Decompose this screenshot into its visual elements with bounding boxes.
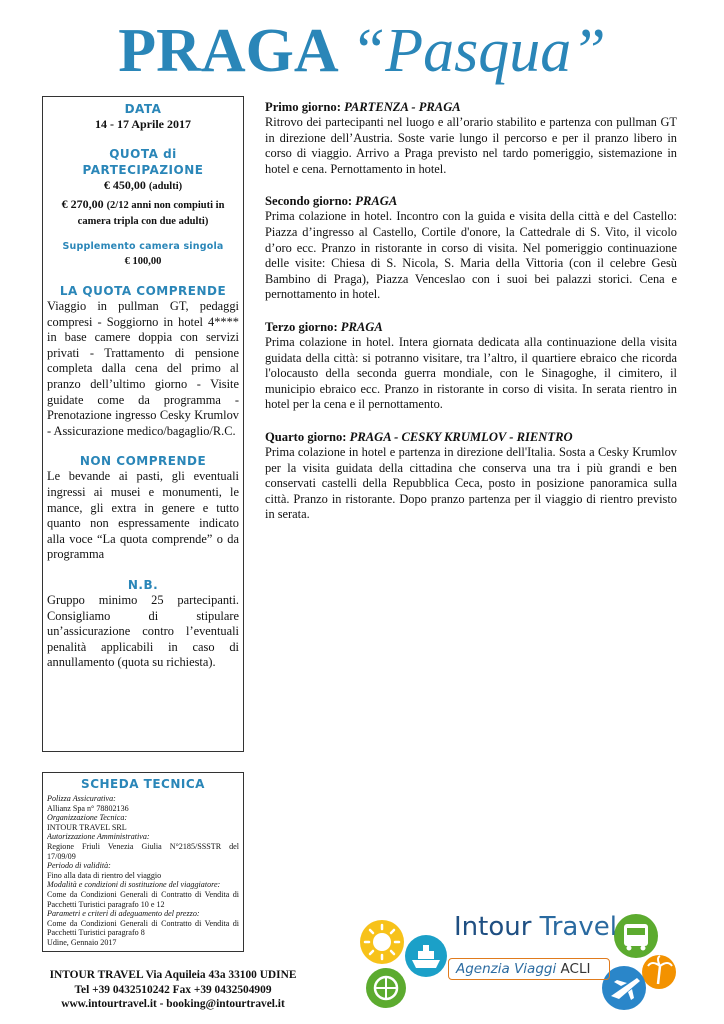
price-child-line [47,197,239,229]
day-label: Secondo giorno: [265,194,353,209]
tech-validity-label: Periodo di validità: [47,861,111,871]
itinerary [265,100,677,540]
logo-brand-light: Travel [531,912,617,942]
day-text: Prima colazione in hotel. Incontro con la guida e visita della città e del Castello: Piazza d’ingresso al Castello, Cortile d'onore, la Cattedrale di S. Vito, il vicolo d’oro ecc. Pranzo in ristorante in corso di visita. Nel pomeriggio continuazione delle visite: Chiesa di S. Nicola, S. Maria della Vittoria (con il celebre Gesù Bambino di Praga), Piazza Venceslao con i suoi bei palazzi storici. Cena e pernottamento in hotel. [265,209,677,302]
logo-subtitle [456,961,590,977]
tech-authorization-value: Regione Friuli Venezia Giulia N°2185/SSSTR del 17/09/09 [47,841,239,861]
day-section [265,100,677,177]
logo-sub-acli: ACLI [560,961,591,977]
day-place: PRAGA [340,319,383,334]
tech-date: Udine, Gennaio 2017 [47,937,117,947]
day-text: Prima colazione in hotel. Intera giornata dedicata alla continuazione della visita guidata della città: si potranno visitare, tra l’altro, il quartiere ebraico che ricorda l'olocausto della seconda guerra mondiale, con le Sinagoghe, il cimitero, il municipio ebraico ecc. Pranzo in ristorante in corso di visita. In serata rientro in hotel per la cena e il pernottamento. [265,334,677,412]
tech-authorization-label: Autorizzazione Amministrativa: [47,832,150,842]
title-open-quote: “ [350,17,386,85]
title-close-quote: ” [571,17,606,85]
title-main: PRAGA [118,17,336,85]
tech-price-value: Come da Condizioni Generali di Contratto di Vendita di Pacchetti Turistici paragrafo 8 [47,918,239,938]
info-sidebar [42,96,244,752]
page-title [0,16,724,86]
logo-sub-italic: Agenzia Viaggi [456,961,561,977]
footer-contact [42,968,304,1012]
day-section [265,320,677,413]
day-place: PARTENZA - PRAGA [344,100,461,114]
day-section [265,194,677,303]
price-adults-line [47,178,239,194]
title-italic: Pasqua [385,17,572,85]
ship-icon [405,935,447,977]
day-heading [265,100,677,115]
trip-dates: 14 - 17 Aprile 2017 [95,117,191,131]
day-heading [265,320,677,335]
day-text: Ritrovo dei partecipanti nel luogo e all’orario stabilito e partenza con pullman GT in direzione dell’Austria. Soste varie lungo il percorso e per il pranzo libero in corso di viaggio. Arrivo a Praga previsto nel tardo pomeriggio, sistemazione in hotel e cena. Pernottamento in hotel. [265,115,677,176]
price-child: € 270,00 [61,197,104,211]
price-adults: € 450,00 [103,178,146,192]
day-label: Primo giorno: [265,100,341,114]
data-heading: DATA [124,102,162,116]
excludes-heading: NON COMPRENDE [79,454,207,469]
day-place: PRAGA - CESKY KRUMLOV - RIENTRO [349,429,573,444]
single-supplement-price: € 100,00 [124,256,162,267]
day-section [265,430,677,523]
day-heading [265,430,677,445]
tech-organization-label: Organizzazione Tecnica: [47,813,128,823]
bus-icon [614,914,658,958]
globe-icon [366,968,406,1008]
sun-icon [360,920,404,964]
nb-heading: N.B. [127,577,159,592]
price-child-note: (2/12 anni non compiuti in camera tripla con due adulti) [77,200,225,227]
tech-substitution-value: Come da Condizioni Generali di Contratto di Vendita di Pacchetti Turistici paragrafo 10 e 12 [47,889,239,909]
logo-brand-bold: Intour [454,912,532,942]
footer-web[interactable]: www.intourtravel.it - booking@intourtravel.it [61,998,285,1010]
nb-text: Gruppo minimo 25 partecipanti. Consigliamo di stipulare un’assicurazione contro l’eventuali penalità applicabili in caso di annullamento (quota su richiesta). [47,592,239,670]
day-label: Terzo giorno: [265,319,338,334]
day-place: PRAGA [355,194,398,209]
tech-validity-value: Fino alla data di rientro del viaggio [47,870,162,880]
includes-text: Viaggio in pullman GT, pedaggi compresi - Soggiorno in hotel 4**** in base camere doppia con servizi privati - Trattamento di pensione completa dalla cena del primo al pranzo dell’ultimo giorno - Visite guidate come da programma - Prenotazione ingresso Cesky Krumlov - Assicurazione medico/bagaglio/R.C. [47,299,239,438]
day-label: Quarto giorno: [265,429,347,444]
quota-heading-1: QUOTA di [109,147,177,161]
footer-address: INTOUR TRAVEL Via Aquileia 43a 33100 UDINE [49,969,297,981]
tech-organization-value: INTOUR TRAVEL SRL [47,822,127,832]
price-adults-note: (adulti) [148,181,183,192]
tech-insurance-value: Allianz Spa n° 78802136 [47,803,129,813]
includes-heading: LA QUOTA COMPRENDE [59,284,227,298]
technical-sheet [42,772,244,952]
footer-phone: Tel +39 0432510242 Fax +39 0432504909 [74,983,272,996]
day-text: Prima colazione in hotel e partenza in direzione dell'Italia. Sosta a Cesky Krumlov per la visita guidata della cittadina che conserva una tra i più grandi e ben conservati castelli della Repubblica Ceca, posto in posizione panoramica sulla città. Pranzo in ristorante. Dopo pranzo partenza per il viaggio di rientro previsto in serata. [265,444,677,522]
day-heading [265,194,677,209]
tech-substitution-label: Modalità e condizioni di sostituzione del viaggiatore: [47,880,221,890]
quota-heading-2: PARTECIPAZIONE [82,163,204,177]
tech-insurance-label: Polizza Assicurativa: [47,794,116,803]
tech-price-label: Parametri e criteri di adeguamento del prezzo: [47,909,200,919]
tech-heading: SCHEDA TECNICA [81,777,205,791]
logo-brand [454,912,617,942]
palm-icon [642,955,676,989]
single-supplement-heading: Supplemento camera singola [62,241,224,252]
excludes-text: Le bevande ai pasti, gli eventuali ingressi ai musei e monumenti, le mance, gli extra in genere e tutto quanto non espressamente indicato alla voce “La quota comprende” o da programma [47,469,239,562]
